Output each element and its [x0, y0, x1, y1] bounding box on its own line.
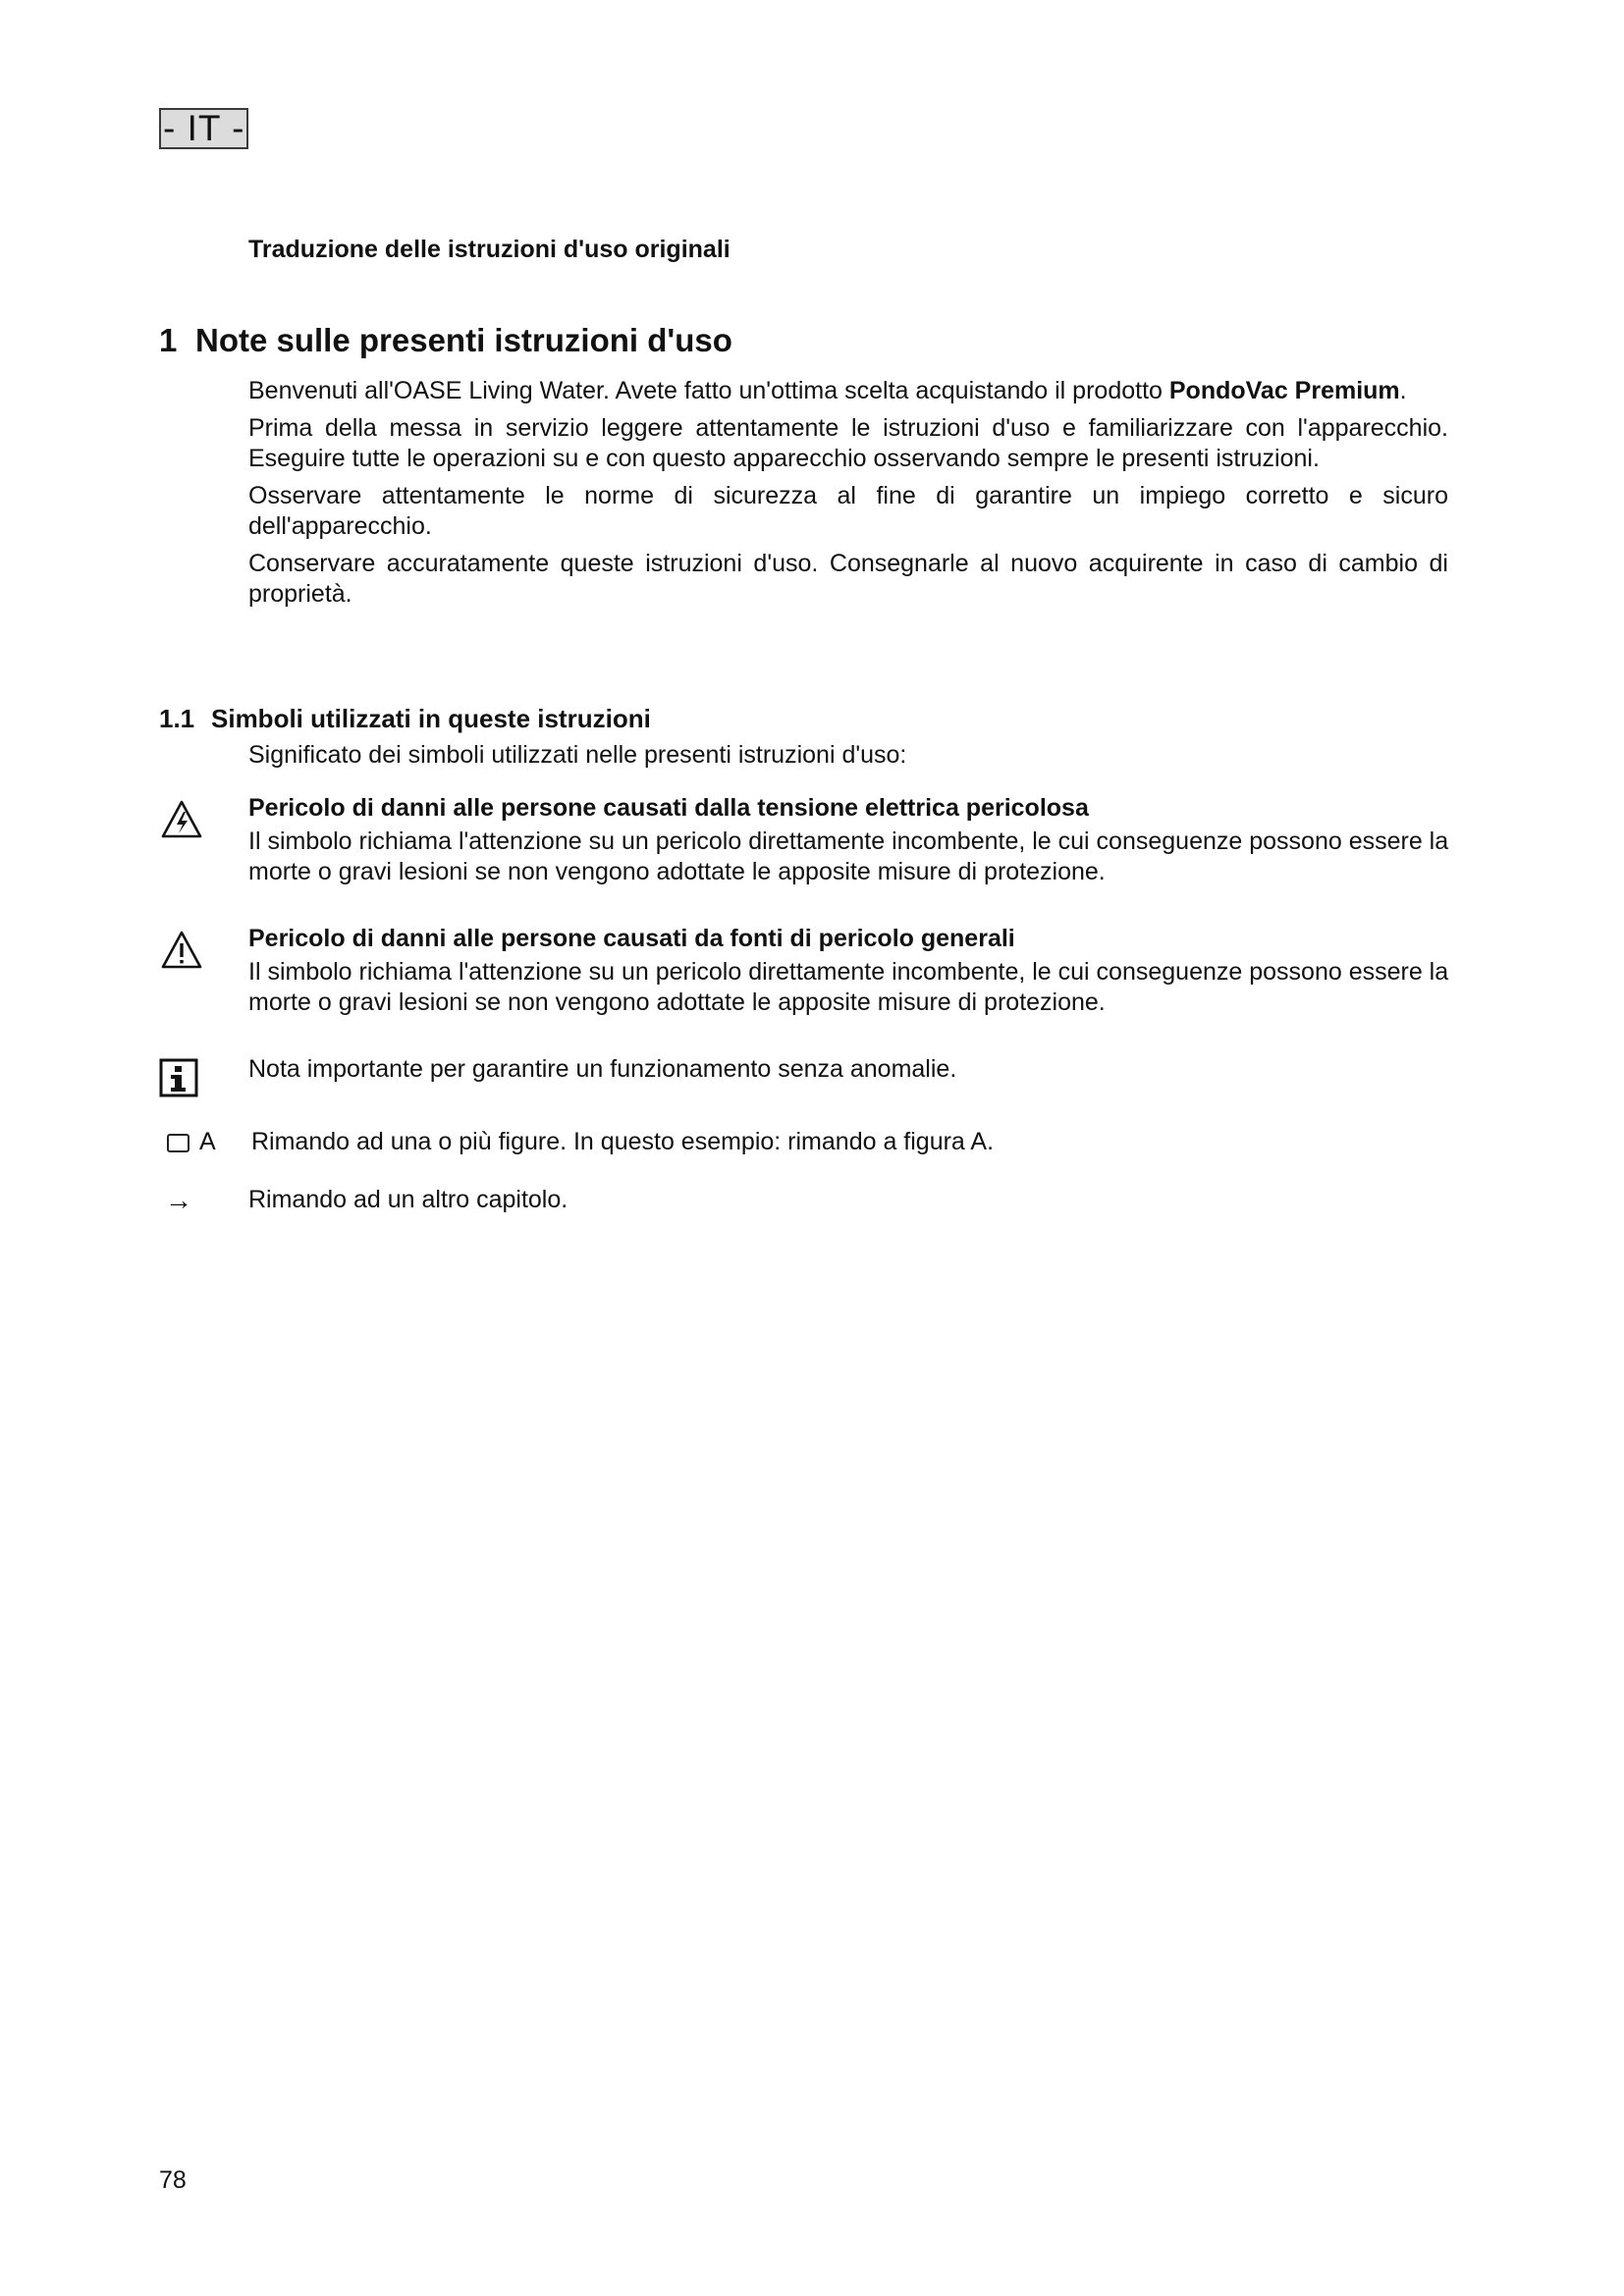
- section-1-title: Note sulle presenti istruzioni d'uso: [195, 322, 732, 358]
- intro-paragraph-welcome: [248, 376, 1448, 406]
- symbols-intro: Significato dei simboli utilizzati nelle presenti istruzioni d'uso:: [248, 741, 907, 769]
- section-1-1-title: Simboli utilizzati in queste istruzioni: [211, 704, 651, 733]
- language-tag: - IT -: [159, 108, 248, 149]
- intro-paragraph-safety: Osservare attentamente le norme di sicurezza al fine di garantire un impiego corretto e sicuro dell'apparecchio.: [248, 482, 1448, 540]
- symbol-text-figure: Rimando ad una o più figure. In questo esempio: rimando a figura A.: [251, 1128, 995, 1155]
- section-1-heading: [159, 322, 732, 359]
- symbol-title-general: Pericolo di danni alle persone causati da fonti di pericolo generali: [248, 925, 1015, 952]
- figure-reference-icon: [167, 1134, 189, 1152]
- symbol-body-chapter: [248, 1185, 1456, 1215]
- symbol-row-chapter: [159, 1185, 1455, 1220]
- symbol-text-info: Nota importante per garantire un funzionamento senza anomalie.: [248, 1055, 957, 1083]
- product-name: PondoVac Premium: [1168, 377, 1400, 404]
- document-subtitle: Traduzione delle istruzioni d'uso originali: [248, 236, 731, 263]
- symbol-body-figure: [251, 1127, 1459, 1157]
- intro-paragraph-read: Prima della messa in servizio leggere attentamente le istruzioni d'uso e familiarizzare con l'apparecchio. Eseguire tutte le operazioni su e con questo apparecchio osservando sempre le presenti istruzioni.: [248, 414, 1448, 472]
- general-warning-icon: [159, 928, 204, 973]
- welcome-text: Benvenuti all'OASE Living Water. Avete fatto un'ottima scelta acquistando il prodotto: [248, 377, 1169, 404]
- section-1-1-heading: [159, 704, 651, 734]
- symbol-text-electric: Il simbolo richiama l'attenzione su un pericolo direttamente incombente, le cui conseguenze possono essere la morte o gravi lesioni se non vengono adottate le apposite misure di protezione.: [248, 828, 1449, 885]
- page-number: 78: [159, 2166, 187, 2194]
- symbol-body-general: [248, 924, 1456, 1018]
- arrow-right-icon: →: [165, 1185, 192, 1215]
- symbol-row-figure: [159, 1127, 1455, 1162]
- symbol-text-chapter: Rimando ad un altro capitolo.: [248, 1186, 568, 1213]
- symbol-row-general: [159, 924, 1455, 1016]
- symbol-body-electric: [248, 793, 1456, 887]
- symbol-body-info: [248, 1054, 1456, 1085]
- electric-hazard-icon: [159, 797, 204, 842]
- section-1-body: [248, 376, 1448, 616]
- symbol-text-general: Il simbolo richiama l'attenzione su un pericolo direttamente incombente, le cui conseguenze possono essere la morte o gravi lesioni se non vengono adottate le apposite misure di protezione.: [248, 958, 1449, 1016]
- figure-reference-letter: A: [199, 1128, 216, 1155]
- section-1-number: 1: [159, 322, 178, 358]
- intro-paragraph-keep: Conservare accuratamente queste istruzioni d'uso. Consegnarle al nuovo acquirente in caso di cambio di proprietà.: [248, 550, 1448, 608]
- welcome-end: .: [1399, 377, 1407, 404]
- figure-reference-marker: [159, 1127, 216, 1157]
- symbol-row-electric: [159, 793, 1455, 885]
- section-1-1-number: 1.1: [159, 704, 195, 733]
- info-icon: [159, 1058, 198, 1097]
- symbol-row-info: [159, 1054, 1455, 1097]
- symbol-title-electric: Pericolo di danni alle persone causati dalla tensione elettrica pericolosa: [248, 794, 1089, 822]
